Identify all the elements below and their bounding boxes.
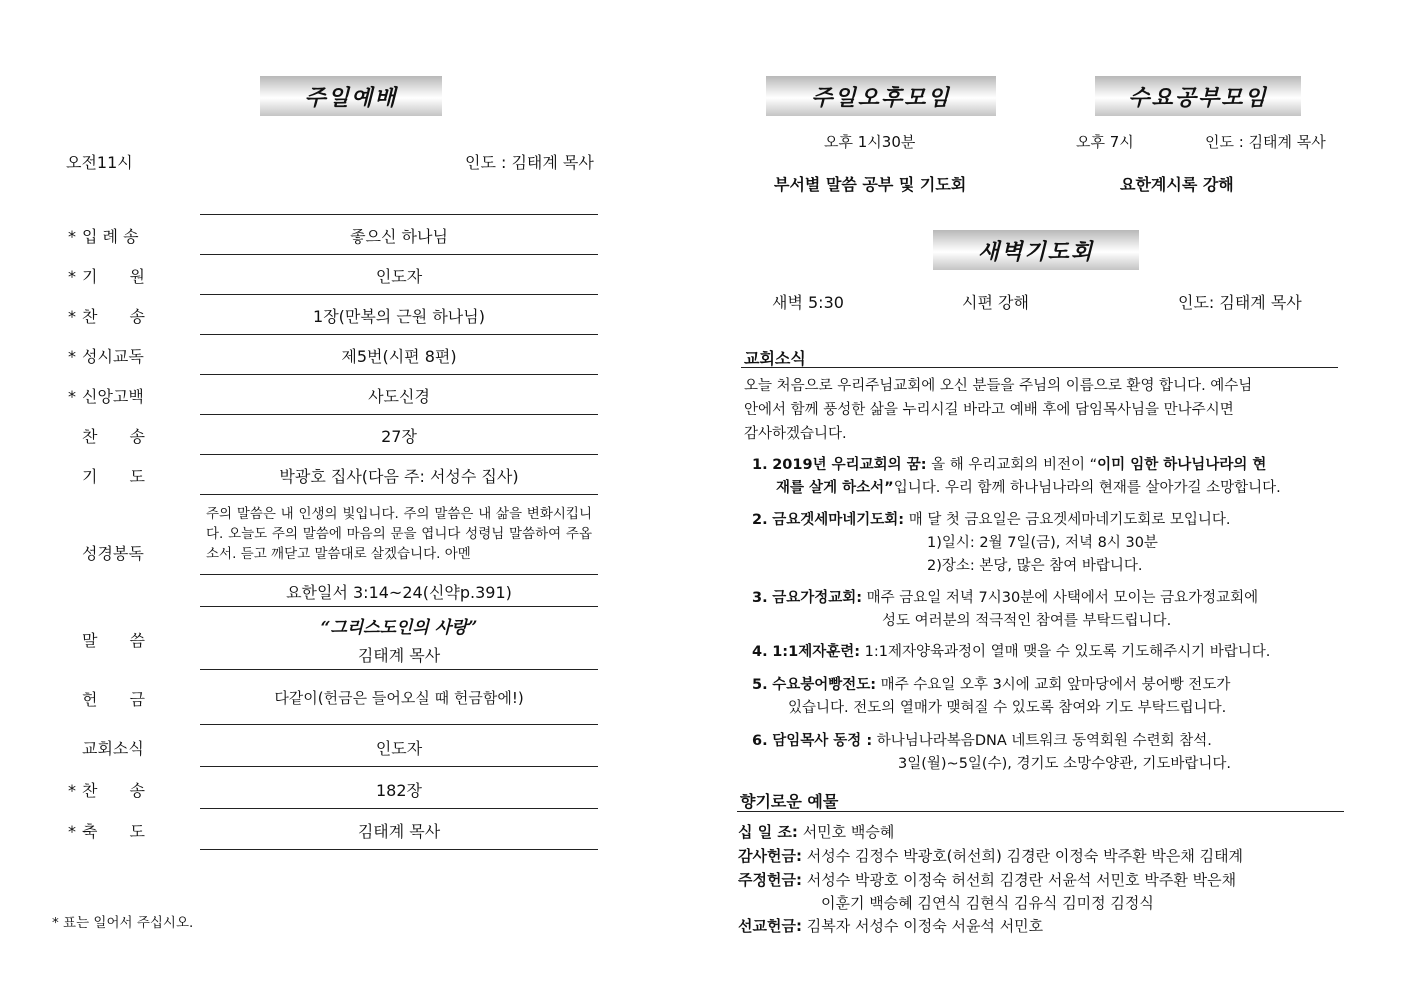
divider (200, 334, 598, 335)
order-value-hymn-2: 27장 (381, 427, 417, 446)
order-value-hymn-3: 182장 (376, 781, 422, 800)
item-text: 하나님나라복음DNA 네트워크 동역회원 수련회 참석. (872, 733, 1212, 749)
offering-names: 서민호 백승혜 (797, 823, 895, 841)
news-intro-line: 오늘 처음으로 우리주님교회에 오신 분들을 주님의 이름으로 환영 합니다. 예수님 (744, 378, 1253, 394)
item-text: 매 달 첫 금요일은 금요겟세마네기도회로 모입니다. (904, 512, 1231, 528)
order-label-responsive-reading (68, 344, 168, 367)
divider (200, 414, 598, 415)
news-item-5 (752, 674, 1230, 720)
offering-names: 서성수 김정수 박광호(허선희) 김경란 이정숙 박주환 박은채 김태계 (801, 847, 1244, 865)
order-label-scripture (68, 541, 168, 564)
wednesday-banner (1095, 76, 1301, 116)
order-label-offering (68, 687, 168, 710)
item-heading: 담임목사 동정 : (772, 733, 873, 749)
order-label-hymn-1 (68, 304, 168, 327)
offering-label: 주정헌금: (738, 871, 802, 889)
order-label-text: 축 도 (82, 822, 145, 841)
standing-mark: * (68, 387, 76, 406)
order-label-hymn-3 (68, 778, 168, 801)
item-number: 4. (752, 644, 768, 660)
item-text: 올 해 우리교회의 비전이 “ (926, 457, 1098, 473)
offering-row-mission (738, 914, 1043, 938)
divider (200, 574, 598, 575)
news-title: 교회소식 (744, 349, 806, 368)
order-label-text: 신앙고백 (82, 387, 144, 406)
divider (200, 294, 598, 295)
item-number: 1. (752, 457, 768, 473)
divider (200, 454, 598, 455)
order-label-text: 찬 송 (82, 307, 145, 326)
dawn-desc: 시편 강해 (962, 293, 1029, 312)
offering-names: 서성수 박광호 이정숙 허선희 김경란 서윤석 서민호 박주환 박은채 (801, 871, 1237, 889)
item-text: 매주 수요일 오후 3시에 교회 앞마당에서 붕어빵 전도가 (876, 677, 1231, 693)
order-value-invocation: 인도자 (375, 267, 423, 286)
offering-label: 십 일 조: (738, 823, 798, 841)
item-number: 2. (752, 512, 768, 528)
offering-names: 김복자 서성수 이정숙 서윤석 서민호 (801, 917, 1044, 935)
order-value-news: 인도자 (375, 739, 423, 758)
order-value-benediction: 김태계 목사 (357, 822, 441, 841)
order-label-hymn-2 (68, 424, 168, 447)
news-intro-line: 안에서 함께 풍성한 삶을 누리시길 바라고 예배 후에 담임목사님을 만나주시면 (744, 402, 1234, 418)
dawn-leader: 인도: 김태계 목사 (1178, 293, 1302, 312)
divider (200, 724, 598, 725)
news-item-1 (752, 454, 1281, 500)
order-value-prayer: 박광호 집사(다음 주: 서성수 집사) (279, 467, 519, 486)
offerings-title: 향기로운 예물 (740, 792, 839, 811)
news-item-2 (752, 509, 1231, 578)
order-label-benediction (68, 819, 168, 842)
item-bold-text: 재를 살게 하소서” (776, 480, 894, 496)
sermon-preacher: 김태계 목사 (357, 646, 441, 665)
order-label-text: 찬 송 (82, 781, 145, 800)
item-bold-text: 이미 임한 하나님나라의 현 (1097, 457, 1267, 473)
divider (200, 766, 598, 767)
dawn-time: 새벽 5:30 (772, 293, 844, 312)
standing-mark: * (68, 307, 76, 326)
afternoon-banner (766, 76, 996, 116)
afternoon-desc: 부서별 말씀 공부 및 기도회 (774, 175, 967, 194)
item-heading: 금요겟세마네기도회: (772, 512, 905, 528)
item-number: 6. (752, 733, 768, 749)
dawn-banner (933, 230, 1139, 270)
offering-label: 감사헌금: (738, 847, 802, 865)
order-label-text: 입 례 송 (82, 227, 139, 246)
afternoon-time: 오후 1시30분 (824, 133, 916, 151)
item-text: 있습니다. 전도의 열매가 맺혀질 수 있도록 참여와 기도 부탁드립니다. (788, 700, 1227, 716)
news-item-3 (752, 587, 1258, 633)
item-text: 1:1제자양육과정이 열매 맺을 수 있도록 기도해주시기 바랍니다. (860, 644, 1271, 660)
reading-prayer: 주의 말씀은 내 인생의 빛입니다. 주의 말씀은 내 삶을 변화시킵니다. 오늘도 주의 말씀에 마음의 문을 엽니다 성령님 말씀하여 주옵소서. 듣고 깨닫고 말씀대로 살겠습니다. 아멘 (206, 506, 592, 562)
news-item-6 (752, 730, 1231, 776)
order-value-hymn-1: 1장(만복의 근원 하나님) (313, 307, 485, 326)
item-number: 3. (752, 590, 768, 606)
worship-time: 오전11시 (66, 153, 133, 172)
order-label-invocation (68, 264, 168, 287)
order-label-text: 찬 송 (82, 427, 145, 446)
offering-row-weekly-cont (821, 891, 1154, 915)
wednesday-time: 오후 7시 (1076, 133, 1134, 151)
wednesday-desc: 요한계시록 강해 (1120, 175, 1234, 194)
divider (200, 669, 598, 670)
item-text: 성도 여러분의 적극적인 참여를 부탁드립니다. (882, 613, 1172, 629)
offering-names: 이훈기 백승혜 김연식 김현식 김유식 김미정 김정식 (821, 894, 1154, 912)
reading-passage: 요한일서 3:14~24(신약p.391) (286, 583, 512, 602)
worship-leader: 인도 : 김태계 목사 (465, 153, 594, 172)
item-text: 3일(월)~5일(수), 경기도 소망수양관, 기도바랍니다. (898, 756, 1232, 772)
item-number: 5. (752, 677, 768, 693)
order-label-entrance (68, 224, 168, 247)
offering-label: 선교헌금: (738, 917, 802, 935)
item-heading: 수요붕어빵전도: (772, 677, 877, 693)
afternoon-banner-text: 주일오후모임 (811, 84, 951, 111)
wednesday-banner-text: 수요공부모임 (1128, 84, 1268, 111)
item-text: 2)장소: 본당, 많은 참여 바랍니다. (927, 558, 1143, 574)
order-label-text: 성시교독 (82, 347, 144, 366)
offering-row-tithe (738, 820, 894, 844)
order-value-entrance: 좋으신 하나님 (350, 227, 448, 246)
divider (200, 808, 598, 809)
divider (200, 214, 598, 215)
divider (200, 494, 598, 495)
standing-mark: * (68, 267, 76, 286)
standing-mark: * (68, 227, 76, 246)
dawn-banner-text: 새벽기도회 (977, 238, 1095, 265)
order-label-text: 말 씀 (82, 631, 145, 650)
divider (200, 849, 598, 850)
order-label-text: 성경봉독 (82, 544, 144, 563)
news-intro-line: 감사하겠습니다. (744, 426, 847, 442)
item-heading: 금요가정교회: (772, 590, 863, 606)
order-label-creed (68, 384, 168, 407)
order-value-offering: 다같이(헌금은 들어오실 때 헌금함에!) (274, 689, 524, 707)
offering-row-thanks (738, 844, 1243, 868)
order-label-text: 기 원 (82, 267, 145, 286)
worship-banner (260, 76, 442, 116)
order-label-text: 교회소식 (82, 739, 144, 758)
offering-row-weekly (738, 868, 1236, 892)
offerings-divider (737, 811, 1344, 812)
order-value-creed: 사도신경 (368, 387, 430, 406)
standing-footnote: * 표는 일어서 주십시오. (52, 915, 194, 931)
order-label-prayer (68, 464, 168, 487)
order-label-sermon (68, 628, 168, 651)
divider (200, 606, 598, 607)
divider (200, 374, 598, 375)
standing-mark: * (68, 781, 76, 800)
wednesday-leader: 인도 : 김태계 목사 (1205, 133, 1326, 151)
standing-mark: * (68, 347, 76, 366)
order-label-news (68, 736, 168, 759)
standing-mark: * (68, 822, 76, 841)
item-text: 입니다. 우리 함께 하나님나라의 현재를 살아가길 소망합니다. (893, 480, 1281, 496)
order-value-responsive-reading: 제5번(시편 8편) (341, 347, 457, 366)
news-intro (744, 374, 1252, 446)
sermon-title: “그리스도인의 사랑” (320, 618, 478, 638)
item-heading: 2019년 우리교회의 꿈: (772, 457, 927, 473)
order-label-text: 헌 금 (82, 690, 145, 709)
item-heading: 1:1제자훈련: (772, 644, 861, 660)
worship-banner-text: 주일예배 (304, 84, 398, 111)
news-item-4 (752, 641, 1270, 664)
order-label-text: 기 도 (82, 467, 145, 486)
divider (200, 254, 598, 255)
item-text: 매주 금요일 저녁 7시30분에 사택에서 모이는 금요가정교회에 (862, 590, 1259, 606)
news-divider (741, 367, 1338, 368)
item-text: 1)일시: 2월 7일(금), 저녁 8시 30분 (927, 535, 1158, 551)
